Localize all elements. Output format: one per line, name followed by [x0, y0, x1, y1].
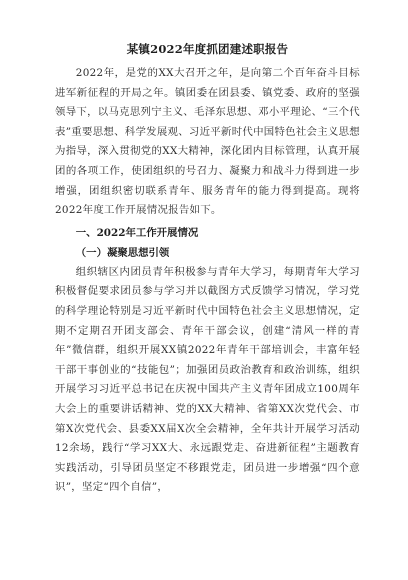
- document-page: [55, 40, 360, 498]
- subsection-heading: （一）凝聚思想引领: [75, 246, 170, 259]
- section-heading: 一、2022年工作开展情况: [75, 226, 199, 239]
- intro-paragraph: 2022年，是党的XX大召开之年，是向第二个百年奋斗目标进军新征程的开局之年。镇团委在团县委、镇党委、政府的坚强领导下，以马克思列宁主义、毛泽东思想、邓小平理论、“三个代表”重要思想、科学发展观、习近平新时代中国特色社会主义思想为指导，深入贯彻党的XX大精神，深化团内目标管理，认真开展团的各项工作，使团组织的号召力、凝聚力和战斗力得到进一步增强，团组织密切联系青年、服务青年的能力得到提高。现将2022年度工作开展情况报告如下。: [55, 67, 360, 217]
- body-paragraph: 组织辖区内团员青年积极参与青年大学习，每期青年大学习积极督促要求团员参与学习并以截图方式反馈学习情况，学习党的科学理论特别是习近平新时代中国特色社会主义思想情况，定期不定期召开团支部会、青年干部会议，创建“清风一样的青年”微信群，组织开展XX镇2022年青年干部培训会，丰富年轻干部干事创业的“技能包”；加强团员政治教育和政治训练，组织开展学习习近平总书记在庆祝中国共产主义青年团成立100周年大会上的重要讲话精神、党的XX大精神、省第XX次党代会、市第X次党代会、县委XX届X次全会精神，全年共计开展学习活动12余场，践行“学习XX大、永远跟党走、奋进新征程”主题教育实践活动，引导团员坚定不移跟党走，团员进一步增强“四个意识”，坚定“四个自信”，: [55, 265, 360, 494]
- document-title: 某镇2022年度抓团建述职报告: [126, 42, 289, 56]
